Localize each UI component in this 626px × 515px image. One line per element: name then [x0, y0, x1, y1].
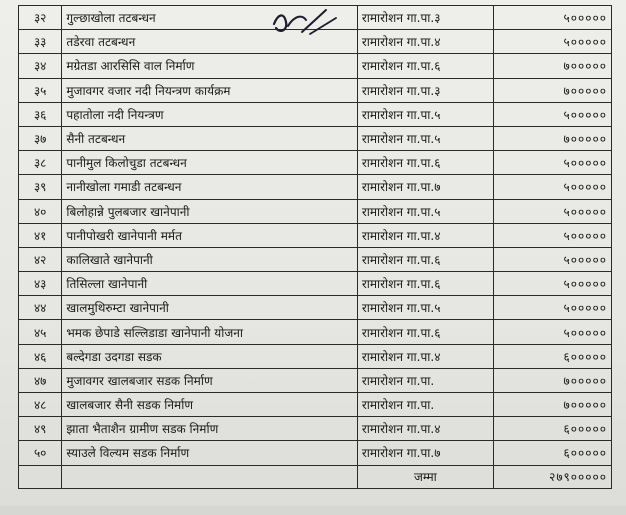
amount-cell: ७००००० [493, 368, 611, 392]
table-row [19, 417, 612, 441]
project-name-cell: नानीखोला गमाडी तटबन्धन [62, 175, 357, 199]
serial-number-cell: ३६ [19, 102, 62, 126]
table-row [19, 441, 612, 465]
location-cell: रामारोशन गा.पा.४ [357, 30, 493, 54]
budget-table-body [19, 6, 612, 489]
project-name-cell: भमक छेपाडे सल्लिडाडा खानेपानी योजना [62, 320, 357, 344]
amount-cell: ७००००० [493, 126, 611, 150]
serial-number-cell: ३७ [19, 126, 62, 150]
total-amount: २७९००००० [493, 465, 611, 488]
table-row [19, 78, 612, 102]
table-row [19, 344, 612, 368]
table-row [19, 102, 612, 126]
table-row [19, 247, 612, 271]
table-row [19, 272, 612, 296]
location-cell: रामारोशन गा.पा.७ [357, 441, 493, 465]
amount-cell: ५००००० [493, 151, 611, 175]
location-cell: रामारोशन गा.पा.५ [357, 296, 493, 320]
serial-number-cell: ३४ [19, 54, 62, 78]
table-row [19, 368, 612, 392]
total-name-cell [62, 465, 357, 488]
table-row [19, 175, 612, 199]
project-name-cell: मुजावगर खालबजार सडक निर्माण [62, 368, 357, 392]
location-cell: रामारोशन गा.पा.४ [357, 417, 493, 441]
table-row [19, 320, 612, 344]
table-row [19, 126, 612, 150]
project-name-cell: मग्रेतडा आरसिसि वाल निर्माण [62, 54, 357, 78]
table-row [19, 54, 612, 78]
table-row [19, 30, 612, 54]
amount-cell: ५००००० [493, 247, 611, 271]
amount-cell: ६००००० [493, 344, 611, 368]
serial-number-cell: ४५ [19, 320, 62, 344]
project-name-cell: खालबजार सैनी सडक निर्माण [62, 393, 357, 417]
serial-number-cell: ४३ [19, 272, 62, 296]
project-name-cell: झाता भैताशैन ग्रामीण सडक निर्माण [62, 417, 357, 441]
project-name-cell: खालमुथिरुम्टा खानेपानी [62, 296, 357, 320]
amount-cell: ५००००० [493, 102, 611, 126]
amount-cell: ५००००० [493, 223, 611, 247]
amount-cell: ५००००० [493, 320, 611, 344]
location-cell: रामारोशन गा.पा.३ [357, 78, 493, 102]
serial-number-cell: ४१ [19, 223, 62, 247]
project-name-cell: तिसिल्ला खानेपानी [62, 272, 357, 296]
project-name-cell: मुजावगर वजार नदी नियन्त्रण कार्यक्रम [62, 78, 357, 102]
table-row [19, 199, 612, 223]
table-row [19, 223, 612, 247]
serial-number-cell: ४८ [19, 393, 62, 417]
serial-number-cell: ३२ [19, 6, 62, 30]
serial-number-cell: ३५ [19, 78, 62, 102]
serial-number-cell: ४० [19, 199, 62, 223]
table-row [19, 151, 612, 175]
location-cell: रामारोशन गा.पा.५ [357, 102, 493, 126]
location-cell: रामारोशन गा.पा.३ [357, 6, 493, 30]
amount-cell: ६००००० [493, 417, 611, 441]
project-name-cell: बिलोहान्ने पुलबजार खानेपानी [62, 199, 357, 223]
location-cell: रामारोशन गा.पा.५ [357, 126, 493, 150]
serial-number-cell: ४२ [19, 247, 62, 271]
location-cell: रामारोशन गा.पा.६ [357, 272, 493, 296]
project-name-cell: तडेरवा तटबन्धन [62, 30, 357, 54]
location-cell: रामारोशन गा.पा.६ [357, 151, 493, 175]
amount-cell: ७००००० [493, 78, 611, 102]
amount-cell: ७००००० [493, 393, 611, 417]
amount-cell: ५००००० [493, 175, 611, 199]
project-name-cell: पहातोला नदी नियन्त्रण [62, 102, 357, 126]
total-sn-cell [19, 465, 62, 488]
budget-table [18, 5, 612, 489]
location-cell: रामारोशन गा.पा. [357, 368, 493, 392]
table-row [19, 296, 612, 320]
serial-number-cell: ४४ [19, 296, 62, 320]
table-row [19, 6, 612, 30]
amount-cell: ५००००० [493, 296, 611, 320]
location-cell: रामारोशन गा.पा.५ [357, 199, 493, 223]
serial-number-cell: ४९ [19, 417, 62, 441]
location-cell: रामारोशन गा.पा.७ [357, 175, 493, 199]
serial-number-cell: ३९ [19, 175, 62, 199]
amount-cell: ७००००० [493, 54, 611, 78]
project-name-cell: पानीमुल किलोचुडा तटबन्धन [62, 151, 357, 175]
project-name-cell: बल्देगडा उदगडा सडक [62, 344, 357, 368]
serial-number-cell: ३८ [19, 151, 62, 175]
location-cell: रामारोशन गा.पा.६ [357, 320, 493, 344]
location-cell: रामारोशन गा.पा. [357, 393, 493, 417]
serial-number-cell: ४७ [19, 368, 62, 392]
project-name-cell: कालिखाते खानेपानी [62, 247, 357, 271]
project-name-cell: स्याउले विल्यम सडक निर्माण [62, 441, 357, 465]
amount-cell: ५००००० [493, 6, 611, 30]
amount-cell: ५००००० [493, 30, 611, 54]
amount-cell: ६००००० [493, 441, 611, 465]
location-cell: रामारोशन गा.पा.६ [357, 247, 493, 271]
location-cell: रामारोशन गा.पा.४ [357, 223, 493, 247]
amount-cell: ५००००० [493, 199, 611, 223]
total-label: जम्मा [357, 465, 493, 488]
total-row [19, 465, 612, 488]
location-cell: रामारोशन गा.पा.४ [357, 344, 493, 368]
project-name-cell: पानीपोखरी खानेपानी मर्मत [62, 223, 357, 247]
page-bottom-edge [0, 506, 626, 515]
table-row [19, 393, 612, 417]
serial-number-cell: ४६ [19, 344, 62, 368]
project-name-cell: गुल्छाखोला तटबन्धन [62, 6, 357, 30]
amount-cell: ५००००० [493, 272, 611, 296]
serial-number-cell: ५० [19, 441, 62, 465]
serial-number-cell: ३३ [19, 30, 62, 54]
location-cell: रामारोशन गा.पा.६ [357, 54, 493, 78]
project-name-cell: सैनी तटबन्धन [62, 126, 357, 150]
